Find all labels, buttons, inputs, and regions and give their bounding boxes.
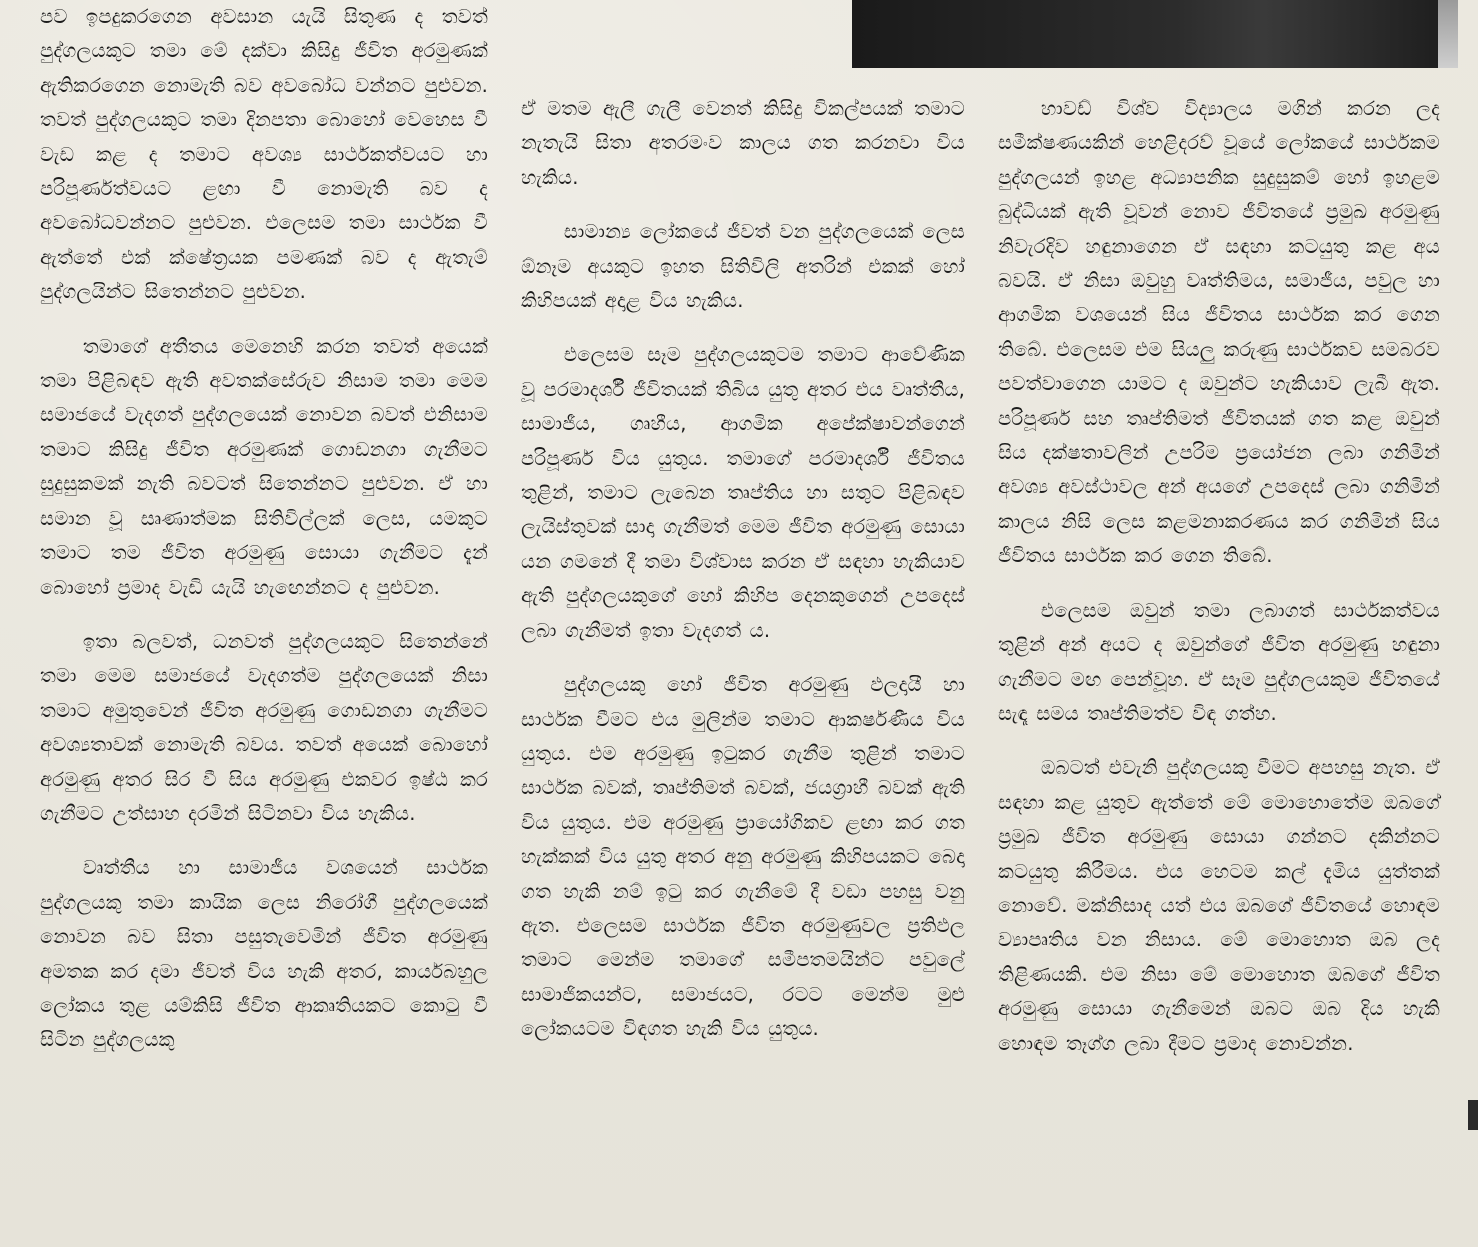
paragraph: ඔබටත් එවැනි පුද්ගලයකු වීමට අපහසු නැත. ඒ සඳහා කළ යුතුව ඇත්තේ මේ මොහොතේම ඔබගේ ප්‍රමුඛ ජීවිත අරමුණු සොයා ගන්නට දකින්නට කටයුතු කිරීමය. එය හෙටම කල් දැමිය යුත්තක් නොවේ. මක්නිසාද යත් එය ඔබගේ ජීවිතයේ හොඳම ව්‍යාපෘතිය වන නිසාය. මේ මොහොත ඔබ ලද තිළිණයකි. එම නිසා මේ මොහොත ඔබගේ ජීවිත අරමුණු සොයා ගැනීමෙන් ඔබට ඔබ දිය හැකි හොඳම තෑග්ග ලබා දීමට ප්‍රමාද නොවන්න.: [998, 756, 1440, 1055]
photo-border: [1438, 0, 1458, 68]
article-column-2: [521, 92, 965, 1067]
paragraph: පුද්ගලයකු හෝ ජීවිත අරමුණු ඵලදායී හා සාර්ථක වීමට එය මුලින්ම තමාට ආකර්ෂණීය විය යුතුය. එම අරමුණු ඉටුකර ගැනීම තුළින් තමාට සාර්ථක බවක්, තෘප්තිමත් බවක්, ජයග්‍රාහී බවක් ඇති විය යුතුය. එම අරමුණු ප්‍රායෝගිකව ළඟා කර ගත හැක්කක් විය යුතු අතර අනු අරමුණු කිහිපයකට බෙදා ගත හැකි නම් ඉටු කර ගැනීමේ දී වඩා පහසු වනු ඇත. එලෙසම සාර්ථක ජීවිත අරමුණුවල ප්‍රතිඵල තමාට මෙන්ම තමාගේ සමීපතමයින්ට පවුලේ සාමාජිකයන්ට, සමාජයට, රටට මෙන්ම මුළු ලෝකයටම විඳගත හැකි විය යුතුය.: [521, 673, 965, 1041]
paragraph: සාමාන්‍ය ලෝකයේ ජීවත් වන පුද්ගලයෙක් ලෙස ඕනෑම අයකුට ඉහත සිතිවිලි අතරින් එකක් හෝ කිහිපයක් අදාළ විය හැකිය.: [521, 220, 965, 313]
paragraph: වෘත්තීය හා සාමාජීය වශයෙන් සාර්ථක පුද්ගලයකු තමා කායික ලෙස නිරෝගී පුද්ගලයෙක් නොවන බව සිතා පසුතැවෙමින් ජීවිත අරමුණු අමතක කර දමා ජීවත් විය හැකි අතර, කාර්යබහුල ලෝකය තුළ යම්කිසි ජීවිත ආකෘතියකට කොටු වී සිටින පුද්ගලයකු: [40, 856, 488, 1052]
article-column-1: [40, 0, 488, 1078]
paragraph: ඉතා බලවත්, ධනවත් පුද්ගලයකුට සිතෙන්නේ තමා මෙම සමාජයේ වැදගත්ම පුද්ගලයෙක් නිසා තමාට අමුතුවෙන් ජීවිත අරමුණු ගොඩනගා ගැනීමට අවශ්‍යතාවක් නොමැති බවය. තවත් අයෙක් බොහෝ අරමුණු අතර සිර වී සිය අරමුණු එකවර ඉෂ්ඨ කර ගැනීමට උත්සාහ දරමින් සිටිනවා විය හැකිය.: [40, 629, 488, 825]
paragraph: හාවඩ් විශ්ව විද්‍යාලය මගින් කරන ලද සමීක්ෂණයකින් හෙළිදරව් වූයේ ලෝකයේ සාර්ථකම පුද්ගලයන් ඉහළ අධ්‍යාපනික සුදුසුකම් හෝ ඉහළම බුද්ධියක් ඇති වූවන් නොව ජීවිතයේ ප්‍රමුඛ අරමුණු නිවැරදිව හඳුනාගෙන ඒ සඳහා කටයුතු කළ අය බවයි. ඒ නිසා ඔවුහු වෘත්තිමය, සමාජීය, පවුල හා ආගමික වශයෙන් සිය ජීවිතය සාර්ථක කර ගෙන තිබේ. එලෙසම එම සියලු කරුණු සාර්ථකව සමබරව පවත්වාගෙන යාමට ද ඔවුන්ට හැකියාව ලැබී ඇත. පරිපූර්ණ සහ තෘප්තිමත් ජීවිතයක් ගත කළ ඔවුන් සිය දක්ෂතාවලින් උපරිම ප්‍රයෝජන ලබා ගනිමින් අවශ්‍ය අවස්ථාවල අන් අයගේ උපදෙස් ලබා ගනිමින් කාලය නිසි ලෙස කළමනාකරණය කර ගනිමින් සිය ජීවිතය සාර්ථක කර ගෙන තිබේ.: [998, 97, 1440, 568]
paragraph: පව ඉපදුකරගෙන අවසාන යැයි සිතුණ ද තවත් පුද්ගලයකුට තමා මේ දක්වා කිසිදු ජීවිත අරමුණක් ඇතිකරගෙන නොමැති බව අවබෝධ වන්නට පුළුවන. තවත් පුද්ගලයකුට තමා දිනපතා බොහෝ වෙහෙස වී වැඩ කළ ද තමාට අවශ්‍ය සාර්ථකත්වයට හා පරිපූර්ණත්වයට ළඟා වී නොමැති බව ද අවබෝධවන්නට පුළුවන. එලෙසම තමා සාර්ථක වී ඇත්තේ එක් ක්ෂේත්‍රයක පමණක් බව ද ඇතැම් පුද්ගලයින්ට සිතෙන්නට පුළුවන.: [40, 5, 488, 304]
paragraph: එලෙසම ඔවුන් තමා ලබාගත් සාර්ථකත්වය තුළින් අන් අයට ද ඔවුන්ගේ ජීවිත අරමුණු හඳුනා ගැනීමට මඟ පෙන්වූහ. ඒ සෑම පුද්ගලයකුම ජීවිතයේ සැඳෑ සමය තෘප්තිමත්ව විඳ ගත්හ.: [998, 598, 1440, 725]
article-column-3: [998, 92, 1440, 1081]
article-photo: [852, 0, 1440, 68]
paragraph: තමාගේ අතීතය මෙනෙහි කරන තවත් අයෙක් තමා පිළිබඳව ඇති අවතක්සේරුව නිසාම තමා මෙම සමාජයේ වැදගත් පුද්ගලයෙක් නොවන බවත් එනිසාම තමාට කිසිදු ජීවිත අරමුණක් ගොඩනගා ගැනීමට සුදුසුකමක් නැති බවටත් සිතෙන්නට පුළුවන. ඒ හා සමාන වූ සෘණාත්මක සිතිවිල්ලක් ලෙස, යමකුට තමාට තම ජීවිත අරමුණු සොයා ගැනීමට දැන් බොහෝ ප්‍රමාද වැඩි යැයි හැඟෙන්නට ද පුළුවන.: [40, 334, 488, 599]
paragraph: එලෙසම සෑම පුද්ගලයකුටම තමාට ආවේණික වූ පරමාදර්ශී ජීවිතයක් තිබිය යුතු අතර එය වෘත්තීය, සාමාජීය, ගෘහීය, ආගමික අපේක්ෂාවන්ගෙන් පරිපූර්ණ විය යුතුය. තමාගේ පරමාදර්ශී ජීවිතය තුළින්, තමාට ලැබෙන තෘප්තිය හා සතුට පිළිබඳව ලැයිස්තුවක් සාදා ගැනීමත් මෙම ජීවිත අරමුණු සොයා යන ගමනේ දී තමා විශ්වාස කරන ඒ සඳහා හැකියාව ඇති පුද්ගලයකුගේ හෝ කිහිප දෙනකුගෙන් උපදෙස් ලබා ගැනීමත් ඉතා වැදගත් ය.: [521, 343, 965, 642]
page-edge-mark: [1468, 1100, 1478, 1130]
paragraph: ඒ මතම ඇලී ගැලී වෙනත් කිසිදු විකල්පයක් තමාට නැතැයි සිතා අතරමංව කාලය ගත කරනවා විය හැකිය.: [521, 97, 965, 189]
